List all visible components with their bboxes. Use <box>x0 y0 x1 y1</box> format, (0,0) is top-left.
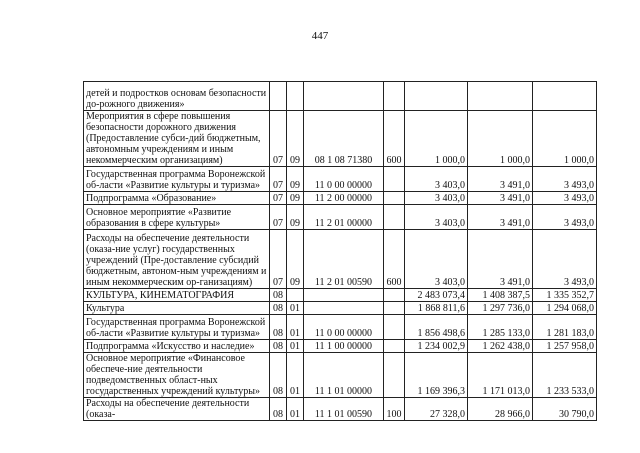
row-section: 07 <box>270 230 287 289</box>
row-amount-1: 27 328,0 <box>405 398 468 421</box>
row-subsection: 09 <box>287 192 304 205</box>
row-amount-3: 1 000,0 <box>533 111 597 167</box>
row-section: 08 <box>270 315 287 340</box>
row-amount-3: 1 335 352,7 <box>533 289 597 302</box>
row-amount-1: 3 403,0 <box>405 205 468 230</box>
row-subsection: 01 <box>287 398 304 421</box>
row-name: Расходы на обеспечение деятельности (оказа-ние услуг) государственных учреждений (Пре-доставление субсидий бюджетным, автоном-ным учреждениям и иным некоммерческим ор-ганизациям) <box>84 230 270 289</box>
row-amount-3 <box>533 82 597 111</box>
table-row <box>84 289 597 302</box>
row-name: детей и подростков основам безопасности до-рожного движения» <box>84 82 270 111</box>
row-subsection: 01 <box>287 315 304 340</box>
row-target-code: 11 0 00 00000 <box>304 315 384 340</box>
row-subsection: 01 <box>287 302 304 315</box>
row-amount-3: 1 233 533,0 <box>533 353 597 398</box>
row-amount-2: 1 297 736,0 <box>468 302 533 315</box>
row-amount-1 <box>405 82 468 111</box>
row-section: 08 <box>270 289 287 302</box>
row-amount-1: 1 000,0 <box>405 111 468 167</box>
row-section: 08 <box>270 302 287 315</box>
row-expense-type <box>384 192 405 205</box>
row-target-code: 11 0 00 00000 <box>304 167 384 192</box>
row-subsection: 01 <box>287 340 304 353</box>
row-amount-2: 1 262 438,0 <box>468 340 533 353</box>
row-amount-3: 3 493,0 <box>533 167 597 192</box>
row-target-code: 08 1 08 71380 <box>304 111 384 167</box>
row-amount-1: 1 868 811,6 <box>405 302 468 315</box>
row-subsection: 09 <box>287 111 304 167</box>
row-amount-3: 3 493,0 <box>533 230 597 289</box>
row-expense-type <box>384 353 405 398</box>
row-name: Мероприятия в сфере повышения безопасности дорожного движения (Предоставление субси-дий бюджетным, автономным учреждениям и иным некоммерческим организациям) <box>84 111 270 167</box>
row-section: 07 <box>270 167 287 192</box>
row-section: 07 <box>270 205 287 230</box>
row-amount-2: 3 491,0 <box>468 192 533 205</box>
row-amount-2 <box>468 82 533 111</box>
row-section: 08 <box>270 398 287 421</box>
row-expense-type <box>384 289 405 302</box>
table-row <box>84 82 597 111</box>
row-expense-type: 100 <box>384 398 405 421</box>
row-section: 08 <box>270 340 287 353</box>
row-name: КУЛЬТУРА, КИНЕМАТОГРАФИЯ <box>84 289 270 302</box>
row-expense-type <box>384 315 405 340</box>
row-name: Подпрограмма «Образование» <box>84 192 270 205</box>
row-amount-1: 3 403,0 <box>405 230 468 289</box>
row-amount-1: 1 169 396,3 <box>405 353 468 398</box>
table-row <box>84 398 597 421</box>
row-section <box>270 82 287 111</box>
row-amount-2: 1 000,0 <box>468 111 533 167</box>
row-target-code <box>304 302 384 315</box>
table-row <box>84 315 597 340</box>
row-target-code: 11 1 01 00000 <box>304 353 384 398</box>
row-expense-type <box>384 205 405 230</box>
row-amount-1: 3 403,0 <box>405 192 468 205</box>
row-subsection: 01 <box>287 353 304 398</box>
row-amount-1: 3 403,0 <box>405 167 468 192</box>
row-expense-type: 600 <box>384 111 405 167</box>
row-section: 07 <box>270 111 287 167</box>
row-subsection: 09 <box>287 205 304 230</box>
row-name: Основное мероприятие «Развитие образования в сфере культуры» <box>84 205 270 230</box>
row-name: Подпрограмма «Искусство и наследие» <box>84 340 270 353</box>
row-name: Расходы на обеспечение деятельности (оказа- <box>84 398 270 421</box>
row-amount-3: 1 281 183,0 <box>533 315 597 340</box>
row-amount-2: 3 491,0 <box>468 230 533 289</box>
row-amount-2: 3 491,0 <box>468 205 533 230</box>
table-row <box>84 192 597 205</box>
page-number: 447 <box>311 30 329 42</box>
row-amount-2: 1 171 013,0 <box>468 353 533 398</box>
row-amount-3: 1 257 958,0 <box>533 340 597 353</box>
row-subsection: 09 <box>287 167 304 192</box>
row-expense-type <box>384 340 405 353</box>
row-expense-type <box>384 302 405 315</box>
row-amount-2: 3 491,0 <box>468 167 533 192</box>
row-target-code: 11 2 01 00590 <box>304 230 384 289</box>
row-section: 07 <box>270 192 287 205</box>
row-expense-type: 600 <box>384 230 405 289</box>
row-target-code <box>304 82 384 111</box>
row-name: Государственная программа Воронежской об-ласти «Развитие культуры и туризма» <box>84 167 270 192</box>
row-target-code: 11 1 01 00590 <box>304 398 384 421</box>
row-amount-3: 3 493,0 <box>533 205 597 230</box>
row-amount-2: 1 408 387,5 <box>468 289 533 302</box>
row-amount-3: 3 493,0 <box>533 192 597 205</box>
table-row <box>84 353 597 398</box>
row-amount-2: 28 966,0 <box>468 398 533 421</box>
table-row <box>84 167 597 192</box>
row-subsection <box>287 289 304 302</box>
table-row <box>84 340 597 353</box>
table-row <box>84 230 597 289</box>
row-target-code: 11 2 00 00000 <box>304 192 384 205</box>
row-amount-1: 2 483 073,4 <box>405 289 468 302</box>
row-target-code <box>304 289 384 302</box>
row-target-code: 11 1 00 00000 <box>304 340 384 353</box>
row-target-code: 11 2 01 00000 <box>304 205 384 230</box>
table-row <box>84 302 597 315</box>
row-name: Культура <box>84 302 270 315</box>
row-amount-1: 1 856 498,6 <box>405 315 468 340</box>
row-name: Государственная программа Воронежской об-ласти «Развитие культуры и туризма» <box>84 315 270 340</box>
row-name: Основное мероприятие «Финансовое обеспече-ние деятельности подведомственных област-ных государственных учреждений культуры» <box>84 353 270 398</box>
row-amount-2: 1 285 133,0 <box>468 315 533 340</box>
row-expense-type <box>384 167 405 192</box>
row-subsection: 09 <box>287 230 304 289</box>
row-amount-3: 1 294 068,0 <box>533 302 597 315</box>
row-section: 08 <box>270 353 287 398</box>
budget-table <box>83 81 597 421</box>
row-amount-3: 30 790,0 <box>533 398 597 421</box>
row-amount-1: 1 234 002,9 <box>405 340 468 353</box>
table-row <box>84 111 597 167</box>
row-subsection <box>287 82 304 111</box>
table-row <box>84 205 597 230</box>
row-expense-type <box>384 82 405 111</box>
